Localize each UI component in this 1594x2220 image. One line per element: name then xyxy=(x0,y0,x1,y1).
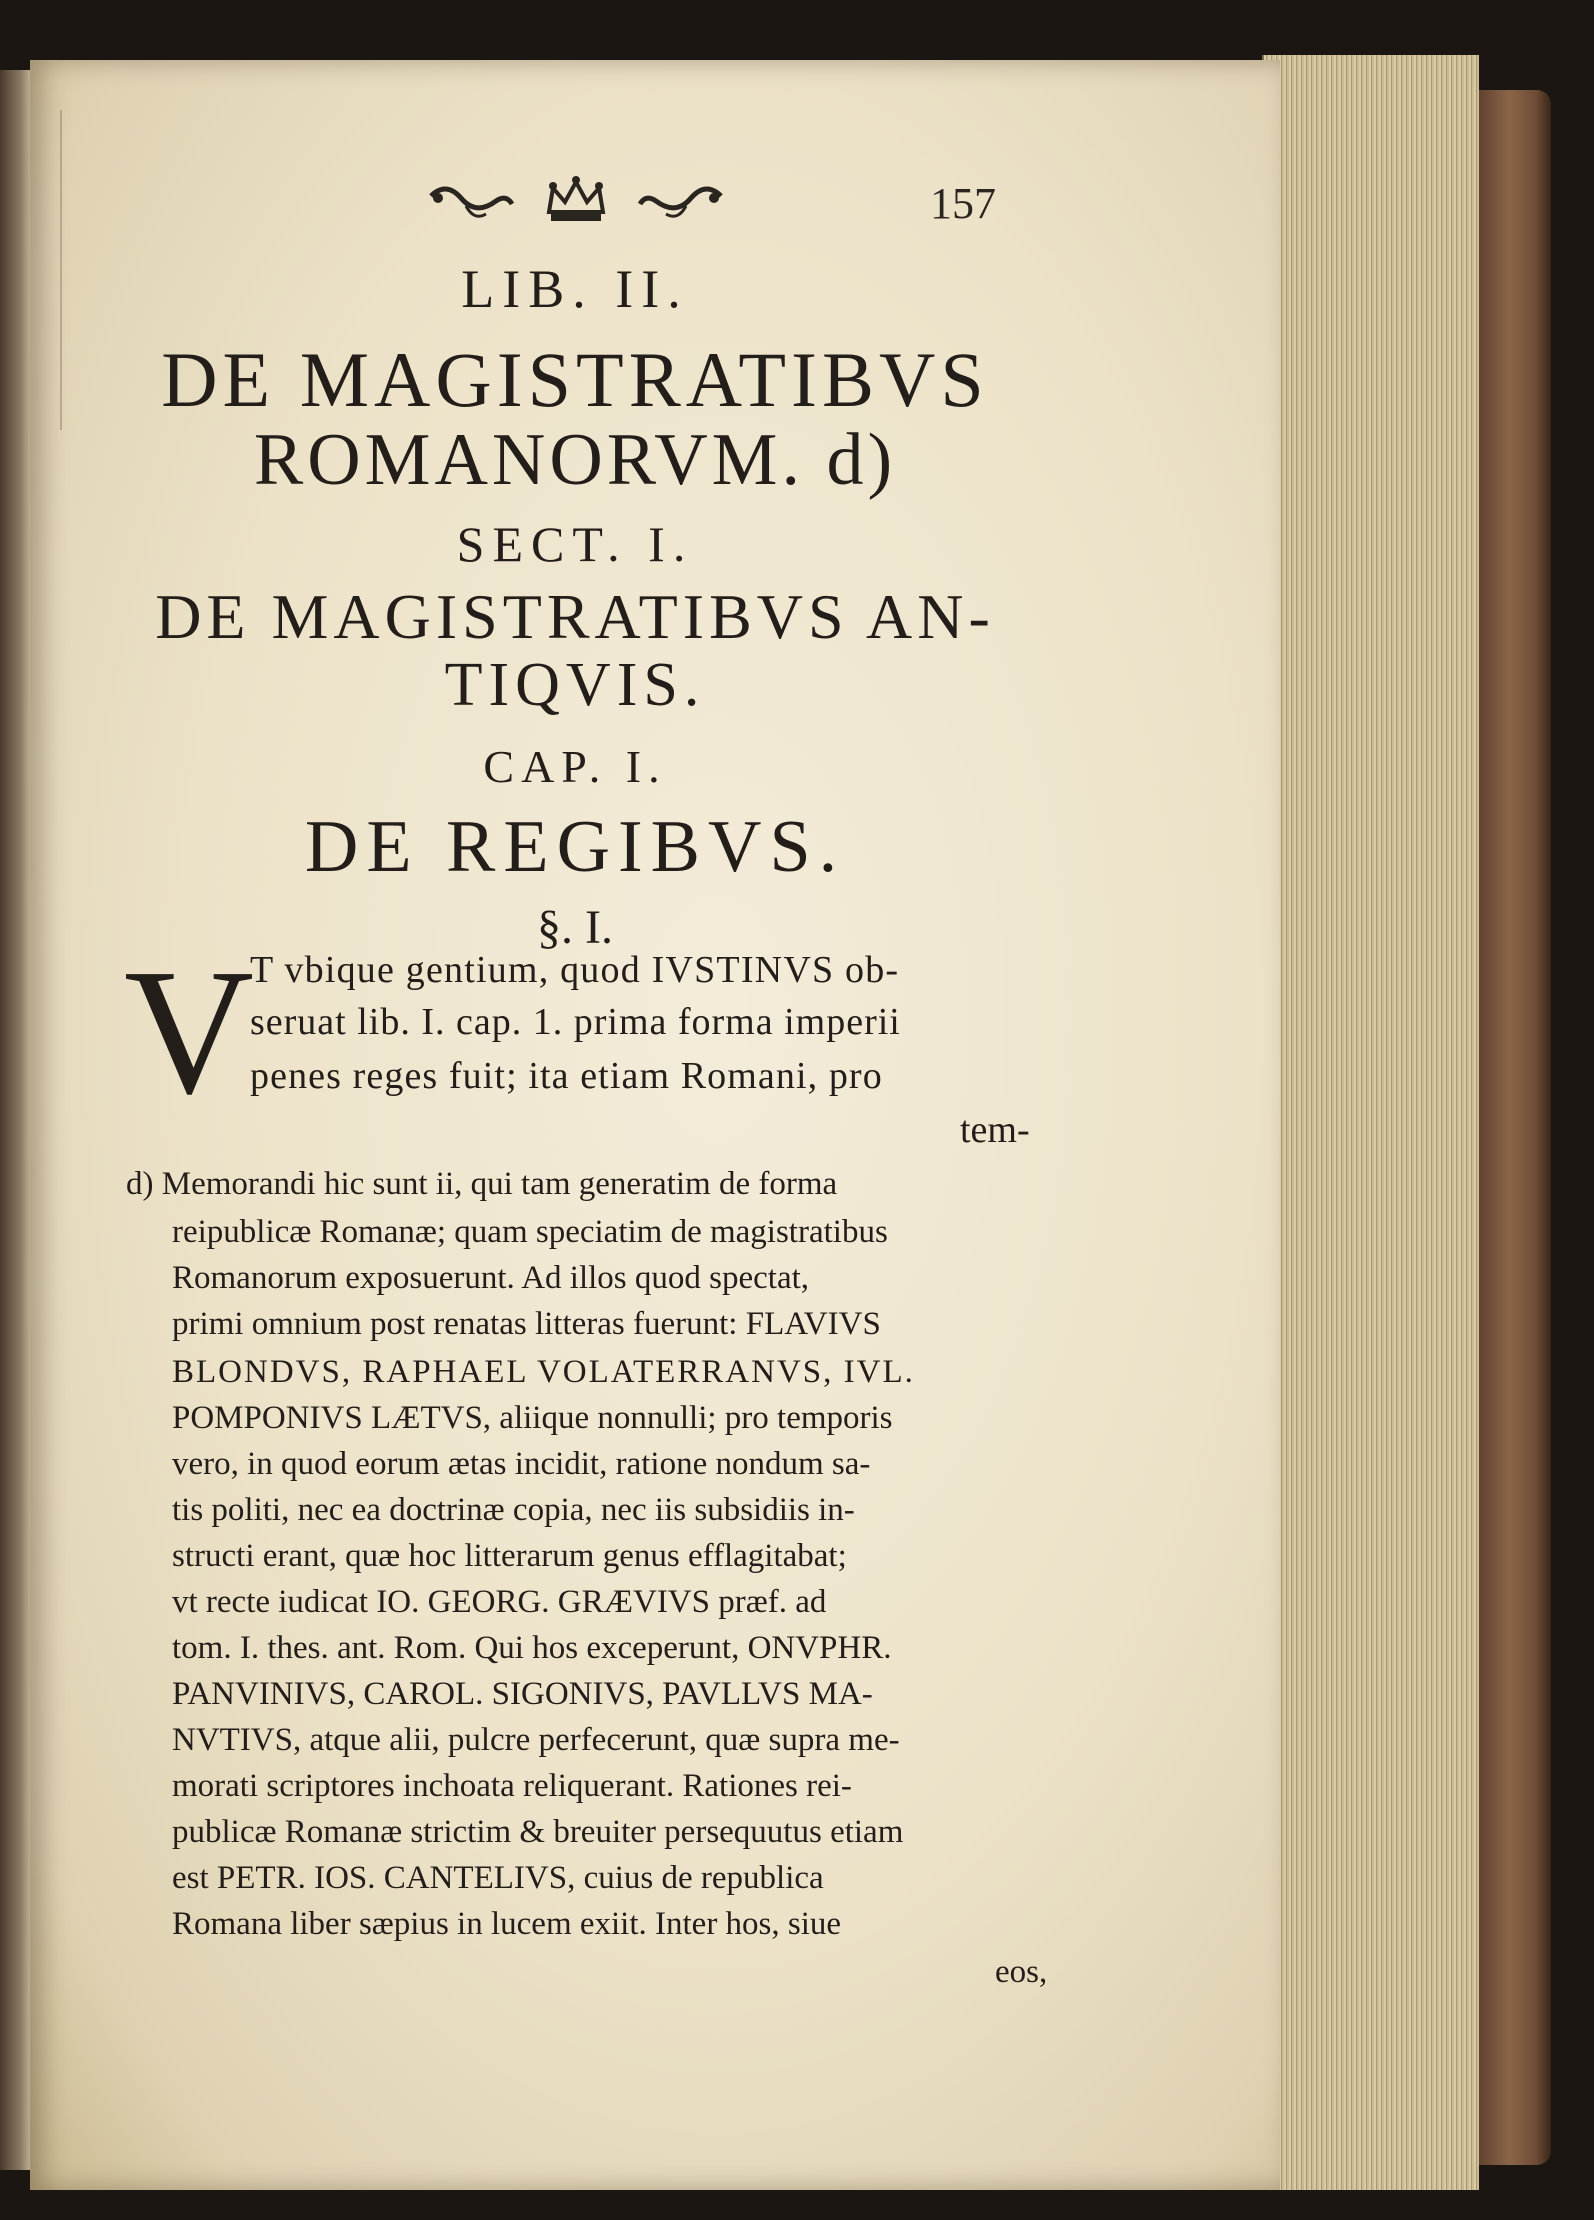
previous-page-edge xyxy=(0,70,34,2170)
paragraph-marker: §. I. xyxy=(537,901,613,954)
footnote-line: POMPONIVS LÆTVS, aliique nonnulli; pro temporis xyxy=(172,1400,893,1436)
footnote-line: structi erant, quæ hoc litterarum genus efflagitabat; xyxy=(172,1538,847,1574)
footnote-line: tom. I. thes. ant. Rom. Qui hos exceperunt, ONVPHR. xyxy=(172,1630,892,1666)
footnote-line: vero, in quod eorum ætas incidit, ratione nondum sa- xyxy=(172,1446,871,1482)
page-block-edges xyxy=(1262,55,1479,2190)
footnote-line: morati scriptores inchoata reliquerant. Rationes rei- xyxy=(172,1768,852,1804)
footnote-line: Romana liber sæpius in lucem exiit. Inter hos, siue xyxy=(172,1906,842,1942)
footnote-line: vt recte iudicat IO. GEORG. GRÆVIVS præf. ad xyxy=(172,1584,827,1620)
footnote-catchword: eos, xyxy=(995,1954,1048,1990)
footnote-line: tis politi, nec ea doctrinæ copia, nec iis subsidiis in- xyxy=(172,1492,855,1528)
body-line: penes reges fuit; ita etiam Romani, pro xyxy=(250,1055,883,1097)
chapter-number-heading: CAP. I. xyxy=(483,741,667,792)
footnote-line: primi omnium post renatas litteras fuerunt: FLAVIVS xyxy=(172,1306,881,1342)
footnote-line: Romanorum exposuerunt. Ad illos quod spectat, xyxy=(172,1260,810,1296)
footnote-line: publicæ Romanæ strictim & breuiter persequutus etiam xyxy=(172,1814,904,1850)
section-title-line-2: TIQVIS. xyxy=(444,651,706,719)
footnote-line: NVTIVS, atque alii, pulcre perfecerunt, quæ supra me- xyxy=(172,1722,900,1758)
catchword: tem- xyxy=(960,1109,1030,1151)
section-number-heading: SECT. I. xyxy=(456,516,694,572)
footnote-line: est PETR. IOS. CANTELIVS, cuius de republica xyxy=(172,1860,824,1896)
body-line: T vbique gentium, quod IVSTINVS ob- xyxy=(250,949,900,991)
footnote-line: reipublicæ Romanæ; quam speciatim de magistratibus xyxy=(172,1214,888,1250)
right-scroll-ornament-icon xyxy=(636,176,726,226)
page-crease xyxy=(60,110,62,430)
crown-ornament-icon xyxy=(541,174,611,229)
left-scroll-ornament-icon xyxy=(426,176,516,226)
book-title-line-1: DE MAGISTRATIBVS xyxy=(161,336,989,423)
footnote-line: PANVINIVS, CAROL. SIGONIVS, PAVLLVS MA- xyxy=(172,1676,873,1712)
body-line: seruat lib. I. cap. 1. prima forma imperii xyxy=(250,1001,901,1043)
book-title-line-2: ROMANORVM. d) xyxy=(253,419,897,501)
section-title-line-1: DE MAGISTRATIBVS AN- xyxy=(155,581,995,652)
book-number-heading: LIB. II. xyxy=(461,259,689,319)
footnote-line: d) Memorandi hic sunt ii, qui tam generatim de forma xyxy=(126,1166,838,1202)
header-ornament xyxy=(426,172,726,230)
drop-cap: V xyxy=(124,932,254,1131)
page-number: 157 xyxy=(930,179,996,228)
footnote-line: BLONDVS, RAPHAEL VOLATERRANVS, IVL. xyxy=(172,1354,915,1390)
book-cover xyxy=(1476,90,1551,2165)
chapter-title: DE REGIBVS. xyxy=(304,806,846,888)
